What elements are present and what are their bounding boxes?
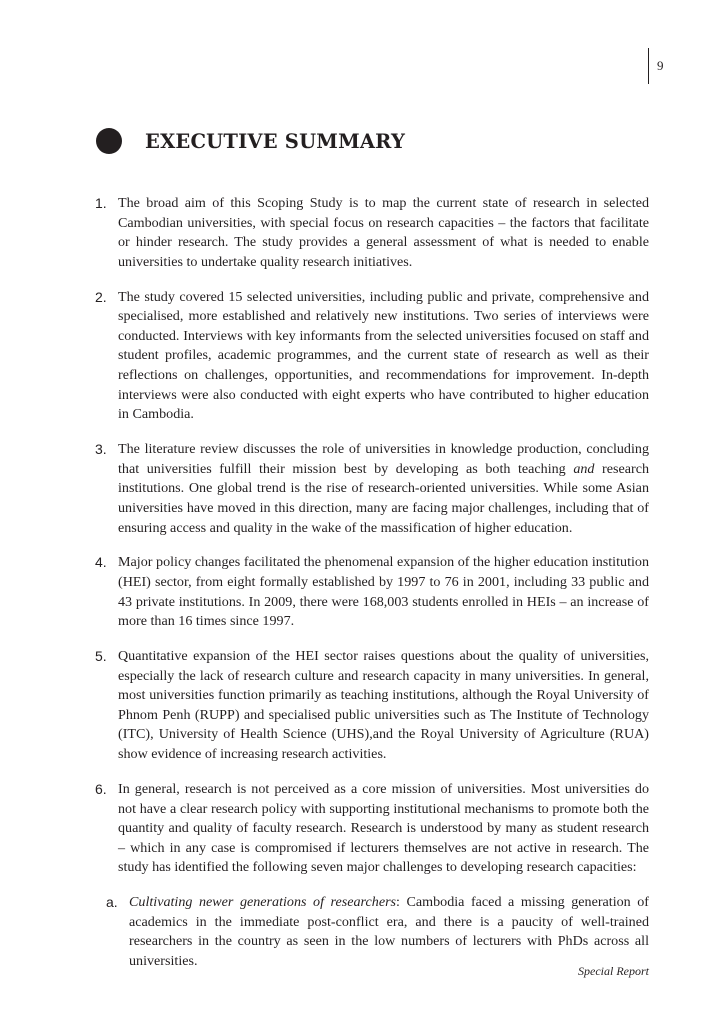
paragraph-3: [95, 440, 649, 538]
paragraph-number: 5.: [95, 648, 107, 665]
paragraph-number: 4.: [95, 554, 107, 571]
paragraph-text: Quantitative expansion of the HEI sector raises questions about the quality of universities, especially the lack of research culture and research capacity in many universities. In general, most universities function primarily as teaching institutions, although the Royal University of Phnom Penh (RUPP) and specialised public universities such as The Institute of Technology (ITC), University of Health Science (UHS),and the Royal University of Agriculture (RUA) show evidence of increasing research activities.: [118, 648, 649, 763]
page-number-rule: [648, 48, 649, 84]
paragraph-1: [95, 194, 649, 272]
paragraph-5: [95, 647, 649, 765]
paragraph-text: Major policy changes facilitated the phenomenal expansion of the higher education institution (HEI) sector, from eight formally established by 1997 to 76 in 2001, including 33 public and 43 private institutions. In 2009, there were 168,003 students enrolled in HEIs – an increase of more than 16 times since 1997.: [118, 554, 649, 630]
paragraph-text-before: The literature review discusses the role of universities in knowledge production, concluding that universities fulfill their mission best by developing as both teaching: [118, 441, 649, 477]
document-body: [95, 194, 649, 972]
paragraph-2: [95, 288, 649, 425]
paragraph-4: [95, 553, 649, 631]
paragraph-number: 1.: [95, 195, 107, 211]
paragraph-number: 6.: [95, 780, 107, 797]
footer-label: Special Report: [578, 964, 649, 978]
section-title: EXECUTIVE SUMMARY: [145, 130, 406, 153]
subitem-title: Cultivating newer generations of researchers: [129, 894, 397, 911]
paragraph-6: [95, 780, 649, 878]
paragraph-emphasis: and: [573, 460, 595, 477]
paragraph-text: In general, research is not perceived as a core mission of universities. Most universities do not have a clear research policy with supporting institutional mechanisms to promote both the quantity and quality of faculty research. Research is understood by many as student research – which in any case is compromised if lecturers themselves are not active in research. The study has identified the following seven major challenges to developing research capacities:: [118, 780, 649, 876]
paragraph-text-after: research institutions. One global trend is the rise of research-oriented universities. While some Asian universities have moved in this direction, many are facing major challenges, including that of ensuring access and quality in the wake of the massification of higher education.: [118, 460, 649, 536]
paragraph-text: The broad aim of this Scoping Study is to map the current state of research in selected Cambodian universities, with special focus on research capacities – the factors that facilitate or hinder research. The study provides a general assessment of what is needed to enable universities to undertake quality research initiatives.: [118, 195, 649, 270]
paragraph-text: The study covered 15 selected universities, including public and private, comprehensive and specialised, more established and relatively new institutions. Two series of interviews were conducted. Interviews with key informants from the selected universities focused on staff and student profiles, academic programmes, and the current state of research as well as their reflections on challenges, opportunities, and recommendations for improvement. In-depth interviews were also conducted with eight experts who have contributed to higher education in Cambodia.: [118, 288, 649, 423]
heading-bullet-icon: [96, 128, 122, 154]
subitem-a: [95, 893, 649, 971]
page-number: 9: [657, 58, 664, 73]
paragraph-number: 2.: [95, 288, 107, 305]
subitem-text: : Cambodia faced a missing generation of academics in the immediate post-conflict era, and there is a paucity of well-trained researchers in the country as seen in the low numbers of lecturers with PhDs across all universities.: [129, 894, 649, 969]
paragraph-number: 3.: [95, 441, 107, 458]
subitem-marker: a.: [106, 894, 118, 911]
